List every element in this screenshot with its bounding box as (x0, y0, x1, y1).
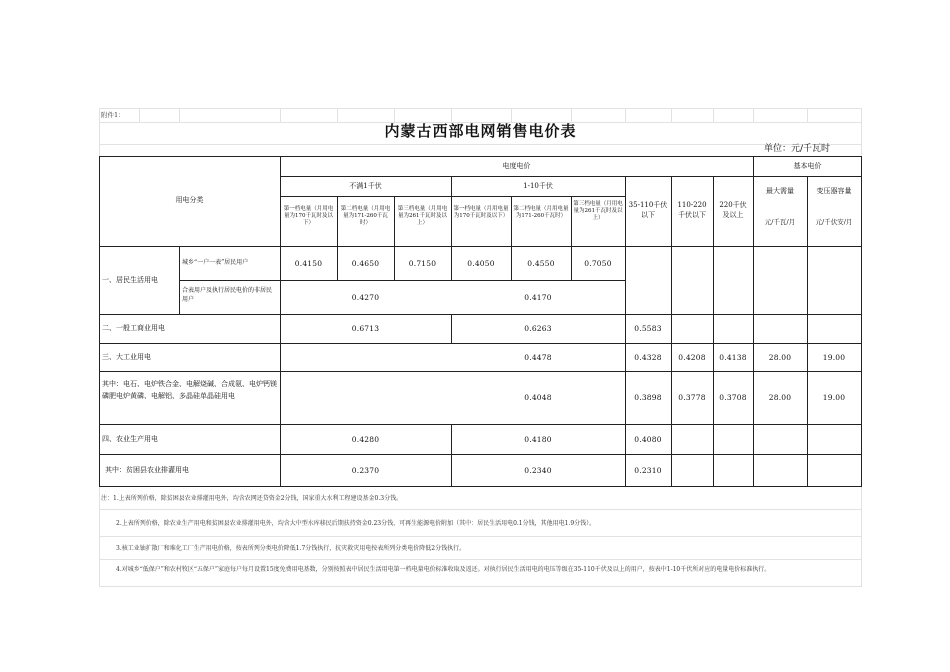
header-lt1-tier2: 第二档电量（月用电量为171-260千瓦时） (340, 206, 391, 226)
cell-value: 0.7050 (584, 259, 612, 268)
cell-value: 0.4048 (524, 393, 552, 402)
cell-value: 0.4478 (524, 353, 552, 362)
cell-value: 0.4180 (524, 435, 552, 444)
cell-value: 19.00 (822, 393, 846, 402)
cell-value: 0.3708 (719, 393, 747, 402)
header-110-220kv: 110-220千伏以下 (677, 201, 707, 219)
cell-value: 0.2370 (351, 466, 380, 475)
attachment-label: 附件1： (101, 111, 125, 119)
header-energy-price: 电度电价 (502, 162, 531, 170)
header-1-10-tier1: 第一档电量（月用电量为170千瓦时及以下） (453, 206, 509, 219)
row-industrial-sub: 其中：电石、电炉铁合金、电解烧碱、合成氨、电炉钙镁磷肥电炉黄磷、电解铝、多晶硅单晶硅用电 (102, 380, 277, 400)
cell-value: 0.4328 (634, 353, 662, 362)
cell-value: 0.2340 (524, 466, 552, 475)
cell-value: 0.3898 (634, 393, 662, 402)
cell-value: 0.4280 (351, 435, 380, 444)
cell-value: 0.6713 (351, 324, 380, 333)
row-res-single: 城乡“一户一表”居民用户 (182, 259, 249, 266)
cell-value: 0.6263 (524, 324, 552, 333)
note-1: 注：1.上表所列价格，除贫困县农业排灌用电外，均含农网还贷资金2分钱，国家重大水利工程建设基金0.3分钱。 (101, 495, 403, 502)
page-title: 内蒙古西部电网销售电价表 (384, 122, 577, 140)
header-category: 用电分类 (175, 196, 204, 204)
header-max-demand: 最大需量 (766, 187, 794, 195)
header-lt1-tier1: 第一档电量（月用电量为170千瓦时及以下） (283, 206, 334, 226)
cell-value: 0.4138 (719, 353, 747, 362)
cell-value: 0.4270 (351, 293, 380, 302)
header-220kv: 220千伏及以上 (719, 201, 747, 219)
row-agri-sub: 其中：贫困县农业排灌用电 (105, 466, 189, 474)
row-agri: 四、农业生产用电 (102, 435, 158, 443)
header-transformer: 变压器容量 (816, 187, 852, 195)
cell-value: 0.4550 (527, 259, 555, 268)
header-35-110kv: 35-110千伏以下 (628, 201, 668, 219)
cell-value: 0.4150 (294, 259, 323, 268)
cell-value: 0.4208 (678, 353, 706, 362)
row-residential: 一、居民生活用电 (102, 276, 158, 284)
header-transformer-unit: 元/千伏安/月 (815, 218, 853, 226)
cell-value: 0.3778 (678, 393, 706, 402)
cell-value: 28.00 (768, 353, 792, 362)
header-lt1-tier3: 第三档电量（月用电量为261千瓦时及以上） (397, 206, 448, 226)
cell-value: 0.4170 (524, 293, 552, 302)
note-4: 4.对城乡“低保户”和农村牧区“五保户”家庭每户每月设置15度免费用电基数，分别按照表中居民生活用电第一档电量电价标准收取及返还。对执行居民生活用电的电压等级在35-110千伏及以上的用户，按表中1-10千伏所对应的电量电价标准执行。 (116, 566, 771, 573)
cell-value: 0.5583 (634, 324, 662, 333)
row-industrial: 三、大工业用电 (102, 353, 151, 361)
note-3: 3.核工业铀扩散厂和堆化工厂生产用电价格，按表所列分类电价降低1.7分钱执行，抗灾救灾用电按表所列分类电价降低2分钱执行。 (116, 545, 466, 552)
row-commercial: 二、一般工商业用电 (102, 324, 165, 332)
header-basic-price: 基本电价 (793, 162, 822, 170)
header-1-10-tier3: 第三档电量（月用电量为261千瓦时及以上） (573, 201, 623, 221)
cell-value: 0.4080 (634, 435, 662, 444)
row-res-shared: 合表用户及执行居民电价的非居民用户 (182, 287, 273, 303)
unit-label: 单位：元/千瓦时 (764, 144, 831, 154)
cell-value: 28.00 (768, 393, 792, 402)
cell-value: 0.4050 (467, 259, 495, 268)
cell-value: 19.00 (822, 353, 846, 362)
cell-value: 0.4650 (351, 259, 380, 268)
header-1-10kv: 1-10千伏 (523, 182, 553, 190)
cell-value: 0.7150 (408, 259, 437, 268)
header-1-10-tier2: 第二档电量（月用电量为171-260千瓦时） (513, 206, 569, 219)
header-max-demand-unit: 元/千瓦/月 (764, 218, 796, 226)
note-2: 2.上表所列价格，除农业生产用电和贫困县农业排灌用电外，均含大中型水库移民后期扶持资金0.23分钱，可再生能源电价附加（其中：居民生活用电0.1分钱，其他用电1.9分钱）。 (116, 520, 596, 527)
cell-value: 0.2310 (634, 466, 662, 475)
header-lt1kv: 不满1千伏 (349, 182, 382, 190)
price-table-sheet (99, 108, 862, 587)
